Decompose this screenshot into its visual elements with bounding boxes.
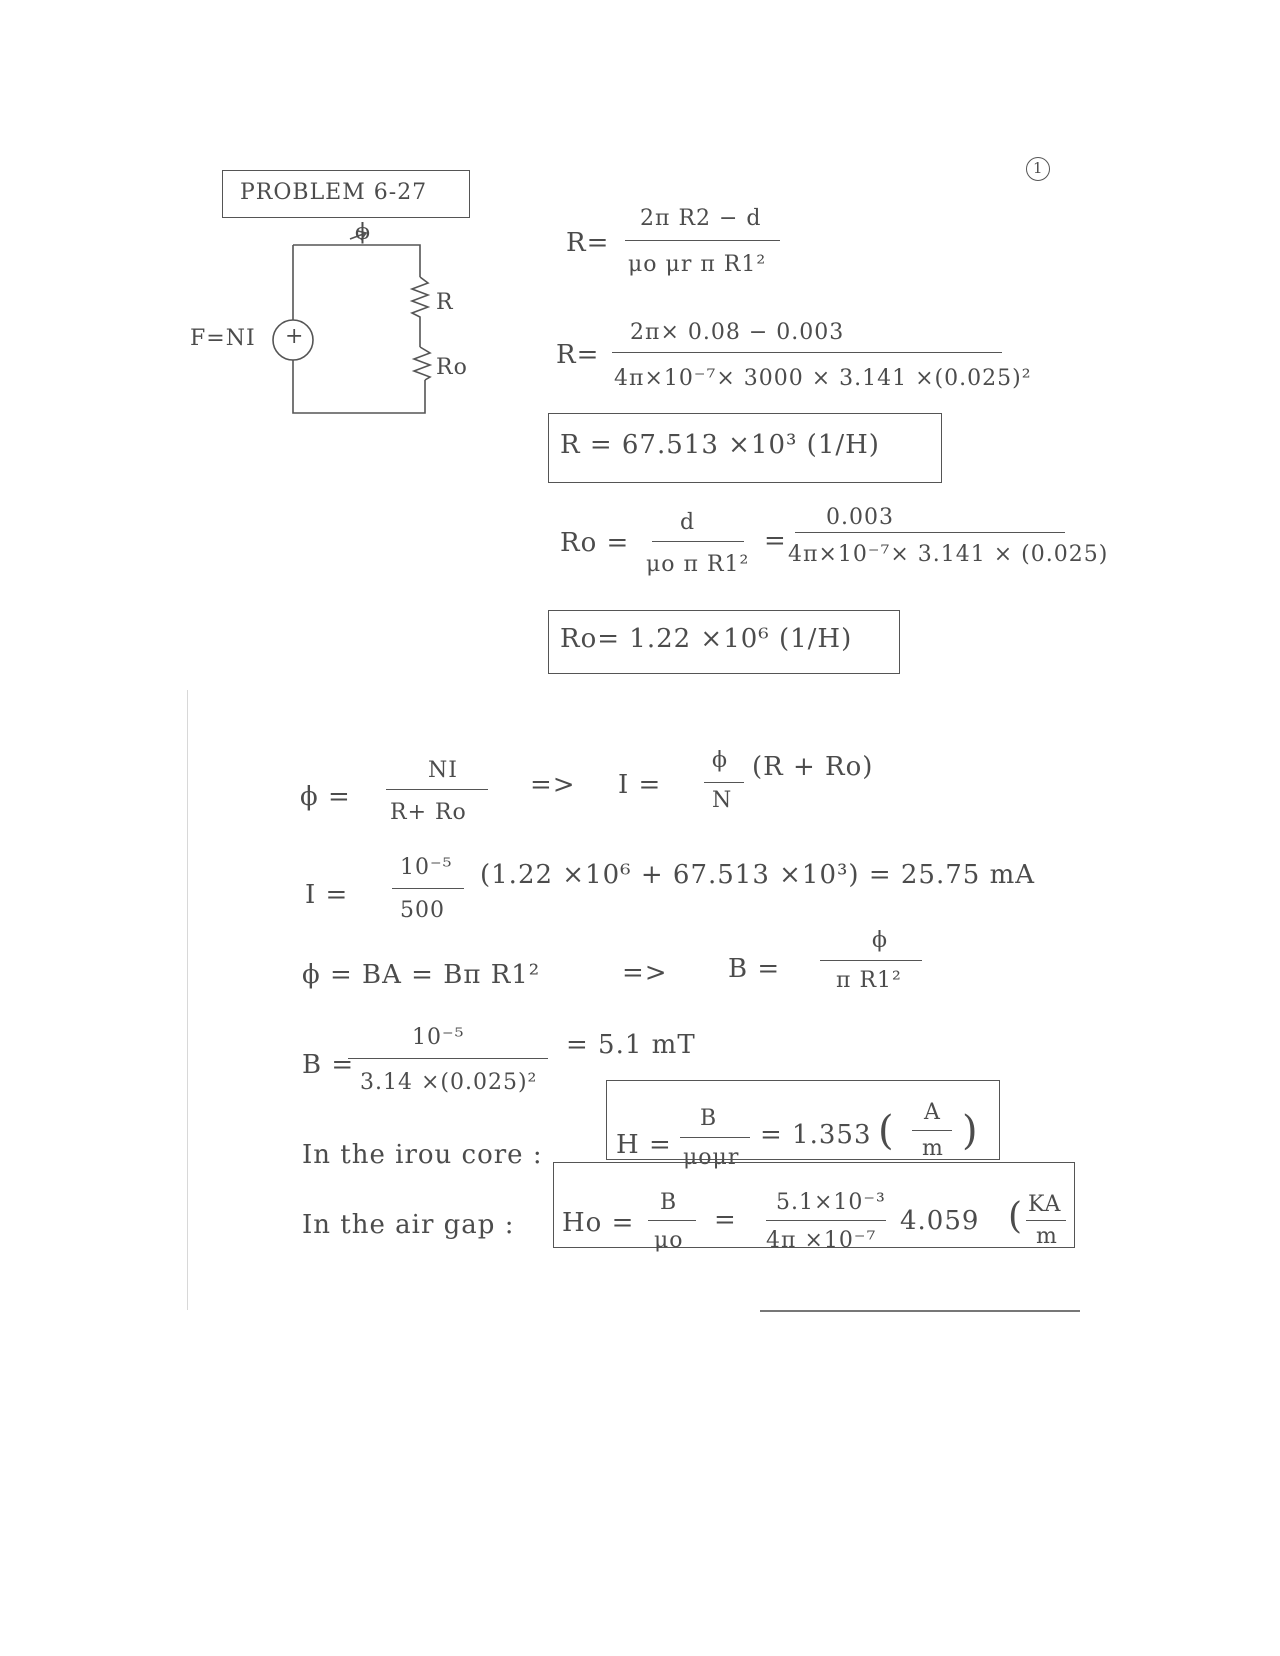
i-calc-lhs: I =: [305, 880, 349, 910]
phi-eq-arrow: =>: [530, 770, 576, 800]
iron-core-numerator: B: [700, 1106, 718, 1131]
ro-formula-denominator-2: 4π×10⁻⁷× 3.141 × (0.025): [788, 542, 1109, 567]
b-eq-fraction-line: [820, 960, 922, 961]
source-label: F=NI: [190, 326, 256, 351]
b-eq-arrow: =>: [622, 958, 668, 988]
air-gap-fraction-line-2: [766, 1220, 886, 1221]
scan-edge-bottom: [760, 1310, 1080, 1312]
air-gap-result: 4.059: [900, 1206, 980, 1236]
r-sub-denominator: 4π×10⁻⁷× 3000 × 3.141 ×(0.025)²: [614, 366, 1032, 391]
iron-core-unit-close-paren: ): [962, 1108, 979, 1154]
i-calc-denominator: 500: [400, 898, 445, 923]
i-calc-numerator: 10⁻⁵: [400, 855, 453, 880]
air-gap-unit-fraction-line: [1026, 1220, 1066, 1221]
i-eq-lhs: I =: [618, 770, 662, 800]
resistor-r-label: R: [436, 290, 454, 315]
air-gap-equals: =: [714, 1205, 737, 1235]
air-gap-numerator-2: 5.1×10⁻³: [776, 1190, 886, 1215]
iron-core-lhs: H =: [616, 1130, 672, 1160]
magnetic-circuit-diagram: [180, 215, 480, 420]
air-gap-label: In the air gap :: [302, 1210, 515, 1240]
ro-formula-equals: =: [764, 526, 787, 556]
phi-eq-denominator: R+ Ro: [390, 800, 467, 825]
circuit-wire-top: [293, 245, 420, 277]
ro-formula-fraction-line-2: [795, 532, 1065, 533]
resistor-r-icon: [412, 277, 428, 347]
r-sub-numerator: 2π× 0.08 − 0.003: [630, 320, 845, 345]
i-calc-fraction-line: [392, 888, 464, 889]
r-sub-fraction-line: [612, 352, 1002, 353]
i-eq-rest: (R + Ro): [752, 752, 874, 782]
r-sub-lhs: R=: [556, 340, 600, 370]
b-calc-numerator: 10⁻⁵: [412, 1025, 465, 1050]
page-number: 1: [1033, 159, 1044, 177]
b-eq-lhs: ϕ = BA = Bπ R1²: [302, 960, 541, 990]
b-eq-b-lhs: B =: [728, 954, 781, 984]
r-formula-fraction-line: [625, 240, 780, 241]
flux-symbol: ϕ: [355, 220, 371, 245]
air-gap-denominator: μo: [654, 1228, 684, 1253]
b-eq-denominator: π R1²: [836, 968, 902, 993]
air-gap-unit-open-paren: (: [1008, 1196, 1024, 1237]
r-formula-lhs: R=: [566, 228, 610, 258]
ro-formula-numerator-2: 0.003: [826, 505, 894, 530]
air-gap-denominator-2: 4π ×10⁻⁷: [766, 1228, 877, 1253]
i-calc-rest: (1.22 ×10⁶ + 67.513 ×10³) = 25.75 mA: [480, 860, 1036, 890]
resistor-ro-icon: [414, 347, 430, 380]
iron-core-result: = 1.353: [760, 1120, 872, 1150]
ro-result: Ro= 1.22 ×10⁶ (1/H): [560, 624, 853, 654]
r-formula-numerator: 2π R2 − d: [640, 206, 762, 231]
air-gap-lhs: Ho =: [562, 1208, 635, 1238]
b-calc-fraction-line: [348, 1058, 548, 1059]
iron-core-unit-numerator: A: [924, 1100, 941, 1125]
i-eq-denominator: N: [712, 788, 733, 813]
b-calc-lhs: B =: [302, 1050, 355, 1080]
iron-core-fraction-line: [680, 1137, 750, 1138]
r-formula-denominator: μo μr π R1²: [628, 252, 767, 277]
r-result: R = 67.513 ×10³ (1/H): [560, 430, 880, 460]
circuit-wire-left: [293, 245, 425, 413]
iron-core-unit-open-paren: (: [878, 1108, 895, 1154]
iron-core-label: In the irou core :: [302, 1140, 543, 1170]
b-eq-numerator: ϕ: [872, 928, 888, 953]
air-gap-unit-numerator: KA: [1028, 1192, 1062, 1217]
ro-formula-lhs: Ro =: [560, 528, 630, 558]
phi-eq-numerator: NI: [428, 758, 458, 783]
resistor-ro-label: Ro: [436, 355, 468, 380]
source-sign: +: [285, 324, 305, 349]
air-gap-numerator: B: [660, 1190, 678, 1215]
b-calc-denominator: 3.14 ×(0.025)²: [360, 1070, 538, 1095]
iron-core-denominator: μoμr: [683, 1145, 740, 1170]
ro-formula-fraction-line-1: [652, 541, 744, 542]
iron-core-unit-fraction-line: [912, 1130, 952, 1131]
scan-edge-left: [187, 690, 188, 1310]
air-gap-fraction-line: [648, 1220, 696, 1221]
ro-formula-numerator-1: d: [680, 510, 696, 535]
phi-eq-lhs: ϕ =: [300, 782, 351, 812]
phi-eq-fraction-line: [386, 789, 488, 790]
problem-label: PROBLEM 6-27: [240, 180, 428, 205]
i-eq-fraction-line: [704, 782, 744, 783]
i-eq-numerator: ϕ: [712, 748, 728, 773]
air-gap-unit-denominator: m: [1036, 1224, 1058, 1249]
b-calc-result: = 5.1 mT: [566, 1030, 696, 1060]
iron-core-unit-denominator: m: [922, 1136, 944, 1161]
ro-formula-denominator-1: μo π R1²: [646, 552, 750, 577]
